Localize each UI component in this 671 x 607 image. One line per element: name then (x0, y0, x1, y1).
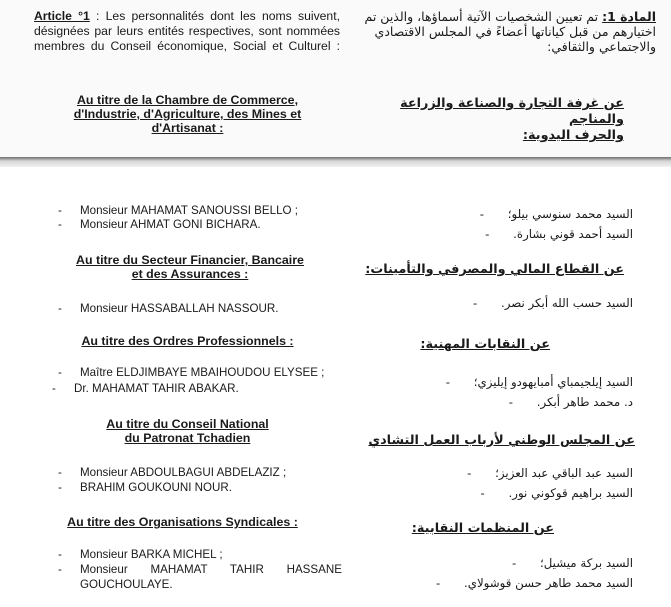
section-heading-french-professional (55, 334, 320, 348)
member-name-arabic: السيد إيلجيمباي أمبايهودو إيليزي؛ (473, 375, 633, 389)
section-heading-arabic-patronat (350, 433, 635, 449)
list-item (58, 563, 342, 577)
member-name: Monsieur MAHAMAT TAHIR HASSANE (80, 563, 342, 576)
member-name: Monsieur HASSABALLAH NASSOUR. (80, 302, 279, 315)
article-1-arabic (352, 9, 656, 54)
bullet-dash: - (435, 576, 441, 590)
bullet-dash: - (445, 375, 450, 389)
section-heading-french-unions (55, 515, 310, 529)
bullet-dash: - (58, 548, 62, 561)
article-1-french (34, 9, 340, 54)
list-item (58, 548, 223, 562)
member-name-arabic: السيد حسب الله أبكر نصر. (500, 296, 633, 310)
heading-line: et des Assurances : (131, 267, 249, 281)
section-heading-french-patronat (55, 417, 320, 445)
member-name: BRAHIM GOUKOUNI NOUR. (80, 481, 233, 494)
list-item-arabic (446, 375, 633, 389)
bullet-dash: - (480, 486, 485, 500)
page-fold-shadow (0, 157, 671, 167)
heading-line: عن غرفة التجارة والصناعة والزراعة والمناجم (400, 96, 624, 127)
section-heading-arabic-professional (350, 337, 550, 353)
member-name: Monsieur BARKA MICHEL ; (80, 548, 223, 561)
member-name-arabic: السيد عبد الباقي عبد العزيز؛ (495, 466, 633, 480)
heading-line: d'Industrie, d'Agriculture, des Mines et (73, 107, 302, 121)
list-item-arabic (481, 486, 633, 500)
bullet-dash: - (508, 395, 514, 409)
heading-line: Au titre du Conseil National (106, 417, 269, 431)
heading-line: Au titre des Organisations Syndicales : (67, 515, 298, 529)
member-name: Monsieur ABDOULBAGUI ABDELAZIZ ; (80, 466, 287, 479)
section-heading-french-financial (55, 253, 325, 281)
bullet-dash: - (58, 563, 62, 576)
member-name: Maître ELDJIMBAYE MBAIHOUDOU ELYSEE ; (80, 366, 325, 379)
list-item-arabic (473, 296, 633, 310)
heading-line: Au titre de la Chambre de Commerce, (76, 93, 299, 107)
bullet-dash: - (58, 466, 62, 479)
heading-line: والحرف اليدوية: (522, 128, 624, 143)
article-text-arabic: تم تعيين الشخصيات الآتية أسماؤها، والذين تم اختيارهم من قبل كياناتها أعضاءً في المجلس الاقتصادي والاجتماعي والثقافي: (364, 9, 656, 54)
member-name: Monsieur AHMAT GONI BICHARA. (80, 218, 261, 231)
heading-line: d'Artisanat : (151, 121, 224, 135)
bullet-dash: - (472, 296, 478, 310)
list-item (58, 204, 298, 218)
section-heading-french-chamber (55, 93, 320, 135)
heading-line: عن المجلس الوطني لأرباب العمل التشادي (368, 433, 635, 448)
heading-line: عن النقابات المهنية: (420, 337, 550, 352)
member-name-arabic: د. محمد طاهر أبكر. (536, 395, 633, 409)
member-name-arabic: السيد براهيم قوكوني نور. (508, 486, 633, 500)
list-item (58, 481, 232, 495)
heading-line: Au titre des Ordres Professionnels : (81, 334, 294, 348)
bullet-dash: - (52, 382, 56, 395)
bullet-dash: - (511, 556, 517, 570)
member-name: Monsieur MAHAMAT SANOUSSI BELLO ; (80, 204, 298, 217)
bullet-dash: - (485, 227, 490, 241)
list-item-arabic (485, 227, 633, 241)
list-item (58, 218, 261, 232)
member-name-arabic: السيد أحمد قوني بشارة. (513, 227, 633, 241)
article-label-arabic: المادة 1: (602, 9, 656, 24)
member-name-arabic: السيد محمد سنوسي بيلو؛ (507, 207, 633, 221)
list-item (58, 366, 324, 380)
member-name-arabic: السيد محمد طاهر حسن قوشولاي. (463, 576, 633, 590)
list-item-continuation (80, 578, 173, 592)
bullet-dash: - (58, 218, 62, 231)
heading-line: Au titre du Secteur Financier, Bancaire (76, 253, 304, 267)
bullet-dash: - (58, 302, 62, 315)
list-item-arabic (467, 466, 633, 480)
list-item (58, 466, 286, 480)
list-item (58, 302, 278, 316)
member-name: Dr. MAHAMAT TAHIR ABAKAR. (74, 382, 239, 395)
heading-line: عن المنظمات النقابية: (411, 521, 554, 536)
bullet-dash: - (58, 481, 62, 494)
list-item-arabic (480, 207, 633, 221)
bullet-dash: - (58, 204, 62, 217)
list-item-arabic (436, 576, 633, 590)
section-heading-arabic-financial (350, 262, 624, 278)
bullet-dash: - (467, 466, 472, 480)
member-name: GOUCHOULAYE. (80, 578, 173, 591)
list-item-arabic (512, 556, 633, 570)
heading-line: عن القطاع المالي والمصرفي والتأمينات: (365, 262, 624, 277)
heading-line: du Patronat Tchadien (124, 431, 251, 445)
section-heading-arabic-chamber (350, 96, 624, 144)
bullet-dash: - (58, 366, 62, 379)
bullet-dash: - (479, 207, 485, 221)
article-label-french: Article °1 (34, 9, 90, 23)
list-item-arabic (509, 395, 633, 409)
section-heading-arabic-unions (350, 521, 554, 537)
article-text-french: : Les personnalités dont les noms suivent, désignées par leurs entités respectives, sont nommées membres du Conseil économique, Social et Culturel : (34, 9, 340, 53)
list-item (52, 382, 239, 396)
member-name-arabic: السيد بركة ميشيل؛ (539, 556, 633, 570)
